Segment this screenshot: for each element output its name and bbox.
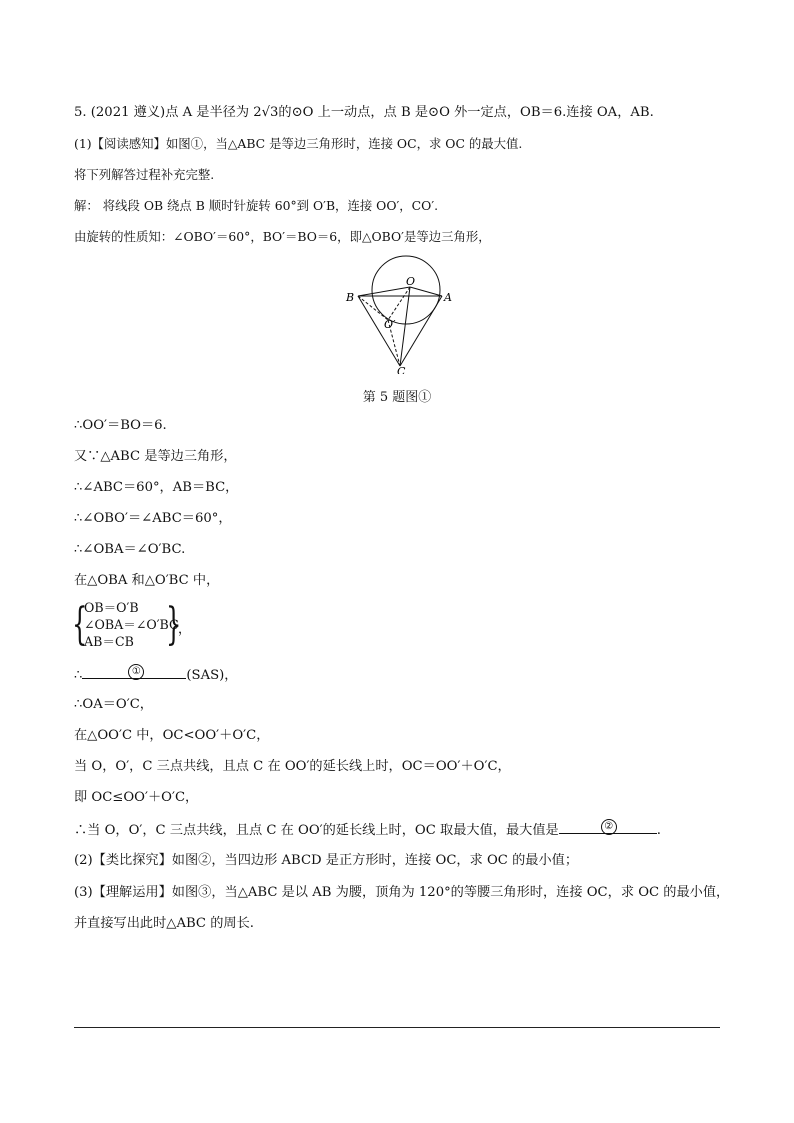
proof-line-8: ∴OA＝O′C，: [74, 697, 153, 712]
geometry-figure: [340, 254, 460, 374]
proof-line-11: 即 OC≤OO′＋O′C，: [74, 790, 199, 805]
system-row-1: OB＝O′B: [84, 600, 139, 615]
system-row-2: ∠OBA＝∠O′BC: [84, 617, 179, 632]
proof-line-5: ∴∠OBA＝∠O′BC.: [74, 542, 186, 557]
rotation-property: 由旋转的性质知：∠OBO′＝60°，BO′＝BO＝6，即△OBO′是等边三角形，: [74, 229, 491, 244]
therefore-symbol: ∴: [74, 668, 83, 683]
label-o: O: [406, 275, 416, 288]
segment-oa: [410, 287, 442, 296]
part3-text-line1: (3)【理解运用】如图③，当△ABC 是以 AB 为腰，顶角为 120°的等腰三角形时，连接 OC，求 OC 的最小值，: [74, 885, 730, 900]
segment-oc: [400, 287, 410, 366]
right-brace: }: [166, 599, 182, 650]
proof-line-9: 在△OO′C 中，OC<OO′＋O′C，: [74, 728, 270, 743]
segment-bc: [358, 296, 400, 366]
part1-title: (1)【阅读感知】如图①，当△ABC 是等边三角形时，连接 OC，求 OC 的最大值.: [74, 136, 523, 151]
blank-number-1: ①: [128, 664, 144, 680]
proof-line-2: 又∵△ABC 是等边三角形，: [74, 449, 237, 464]
figure-caption: 第 5 题图①: [362, 390, 432, 405]
label-c: C: [397, 365, 406, 374]
label-b: B: [346, 291, 355, 304]
part2-text: (2)【类比探究】如图②，当四边形 ABCD 是正方形时，连接 OC，求 OC 的最小值；: [74, 853, 579, 868]
proof-line-7: [74, 665, 237, 685]
problem-intro: 5. (2021 遵义)点 A 是半径为 2√3的⊙O 上一动点，点 B 是⊙O 外一定点，OB＝6.连接 OA，AB.: [74, 105, 654, 120]
proof-line-1: ∴OO′＝BO＝6.: [74, 418, 167, 433]
proof-line-4: ∴∠OBO′＝∠ABC＝60°，: [74, 511, 232, 526]
label-a: A: [444, 291, 452, 304]
congruence-system: [74, 600, 204, 654]
instruction: 将下列解答过程补充完整.: [74, 167, 215, 182]
sas-text: (SAS)，: [186, 668, 238, 683]
proof-line-6: 在△OBA 和△O′BC 中，: [74, 573, 220, 588]
circle-o: [372, 256, 440, 324]
segment-bo: [358, 287, 410, 296]
answer-blank-2[interactable]: [559, 820, 657, 834]
bottom-divider: [74, 1027, 720, 1028]
left-brace: {: [72, 599, 88, 650]
proof-line-12: [74, 820, 661, 840]
blank-number-2: ②: [601, 819, 617, 835]
period: .: [656, 823, 661, 838]
part3-text-line2: 并直接写出此时△ABC 的周长.: [74, 916, 254, 931]
label-o-prime: O′: [384, 318, 396, 331]
max-value-text: ∴当 O，O′，C 三点共线，且点 C 在 OO′的延长线上时，OC 取最大值，最大值是: [74, 823, 559, 838]
system-end: ，: [178, 622, 192, 637]
solution-start: 解： 将线段 OB 绕点 B 顺时针旋转 60°到 O′B，连接 OO′，CO′.: [74, 198, 439, 213]
system-row-3: AB＝CB: [84, 634, 134, 649]
segment-ac: [400, 296, 442, 366]
answer-blank-1[interactable]: [82, 665, 186, 679]
proof-line-3: ∴∠ABC＝60°，AB＝BC，: [74, 480, 239, 495]
proof-line-10: 当 O，O′，C 三点共线，且点 C 在 OO′的延长线上时，OC＝OO′＋O′C，: [74, 759, 511, 774]
